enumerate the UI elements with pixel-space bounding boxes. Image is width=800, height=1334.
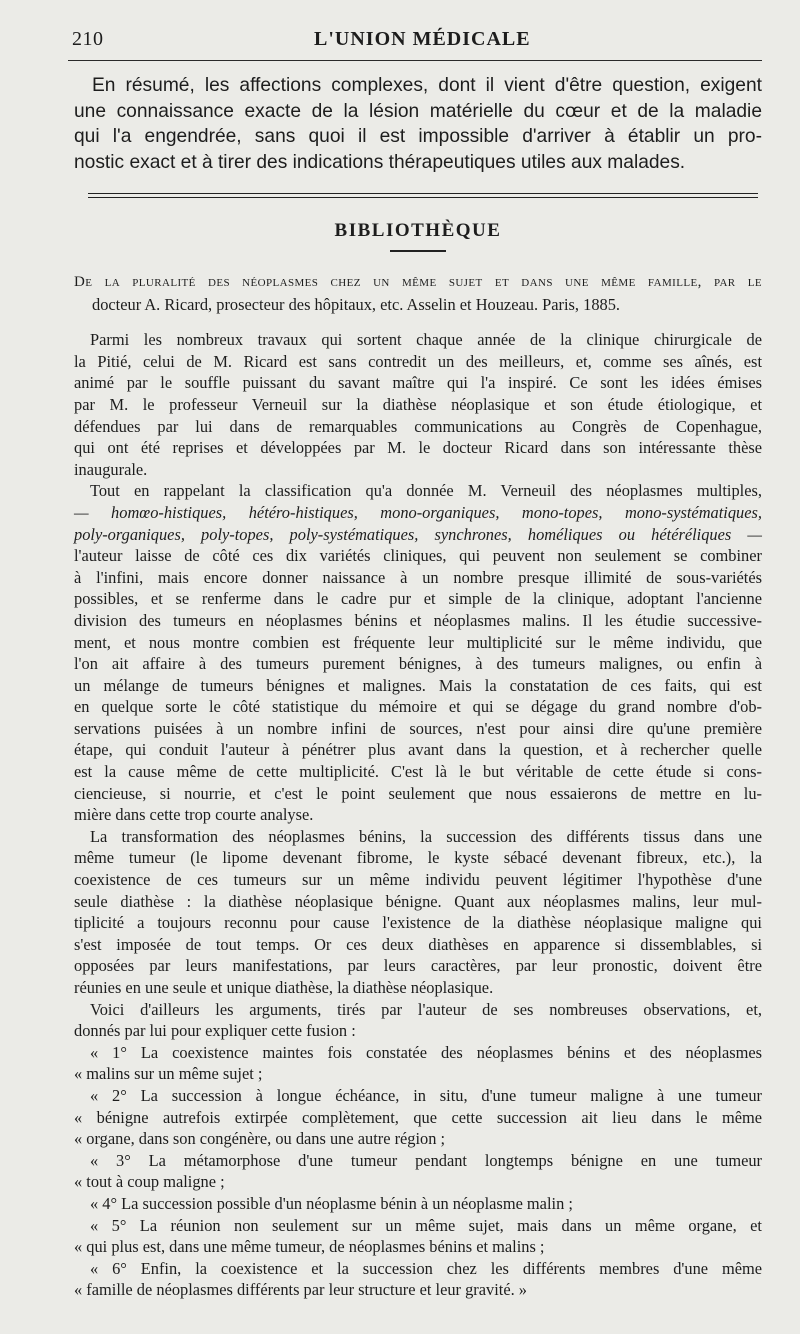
text-line: qui ont été reprises et développées par M. le docteur Ricard dans son intéressante thèse <box>74 438 762 458</box>
text-line: l'on ait affaire à des tumeurs purement bénignes, à des tumeurs malignes, ou enfin à <box>74 654 762 674</box>
text-line: Parmi les nombreux travaux qui sortent chaque année de la clinique chirurgicale de <box>90 330 762 350</box>
paragraph-classification <box>74 480 762 826</box>
paragraph-arguments-intro <box>74 999 762 1042</box>
summary-paragraph <box>74 73 762 175</box>
summary-line: En résumé, les affections complexes, dont il vient d'être question, exigent <box>92 75 762 96</box>
paragraph-intro <box>74 329 762 480</box>
section-title: BIBLIOTHÈQUE <box>334 220 502 241</box>
text-line: animé par le souffle puissant du savant maître qui l'a inspiré. Ce sont les idées émises <box>74 373 762 393</box>
argument-line: « 4° La succession possible d'un néoplasme bénin à un néoplasme malin ; <box>90 1193 573 1213</box>
text-line: tiplicité a toujours reconnu pour cause l'existence de la diathèse néoplasique maligne qui <box>74 913 762 933</box>
paragraph-diathesis <box>74 826 762 999</box>
text-line: possibles, et se renferme dans le cadre pur et simple de la clinique, adoptant l'ancienne <box>74 589 762 609</box>
summary-line: nostic exact et à tirer des indications thérapeutiques utiles aux malades. <box>74 151 686 173</box>
text-line: servations puisées à un nombre infini de sources, n'est pour ainsi dire qu'une première <box>74 718 762 738</box>
argument-line: « 3° La métamorphose d'une tumeur pendant longtemps bénigne en une tumeur <box>90 1150 762 1170</box>
argument-line: « 1° La coexistence maintes fois constatée des néoplasmes bénins et des néoplasmes <box>90 1042 762 1062</box>
text-line: coexistence de ces tumeurs sur un même individu peuvent légitimer l'hypothèse d'une <box>74 870 762 890</box>
argument-line: « famille de néoplasmes différents par leur structure et leur gravité. » <box>74 1280 527 1300</box>
argument-line: « bénigne autrefois extirpée complètement, que cette succession ait lieu dans le même <box>74 1107 762 1127</box>
section-divider <box>88 193 758 198</box>
text-line: réunies en une seule et unique diathèse, la diathèse néoplasique. <box>74 978 494 997</box>
text-line: est la cause même de cette multiplicité. C'est là le but véritable de cette étude si cons- <box>74 762 762 782</box>
page-number: 210 <box>72 28 104 50</box>
text-line: un mélange de tumeurs bénignes et malignes. Mais la constatation de ces faits, qui est <box>74 675 762 695</box>
text-line: Tout en rappelant la classification qu'a donnée M. Verneuil des néoplasmes multiples, <box>90 481 762 501</box>
text-line: s'est imposée de tout temps. Or ces deux diathèses en apparence si dissemblables, si <box>74 934 762 954</box>
argument-line: « 2° La succession à longue échéance, in situ, d'une tumeur maligne à une tumeur <box>90 1085 762 1105</box>
bib-title-line: De la pluralité des néoplasmes chez un même sujet et dans une même famille, par le <box>74 274 762 290</box>
argument-line: « tout à coup maligne ; <box>74 1172 225 1192</box>
text-line: opposées par leurs manifestations, par leurs caractères, par leur pronostic, doivent être <box>74 956 762 976</box>
header-rule <box>68 60 762 61</box>
text-line: ciencieuse, si nourrie, et c'est le point seulement que nous essaierons de mettre en lu- <box>74 783 762 803</box>
text-line: — homœo-histiques, hétéro-histiques, mono-organiques, mono-topes, mono-systématiques, <box>74 502 762 522</box>
text-line: mière dans cette trop courte analyse. <box>74 805 314 825</box>
text-line: ment, et nous montre combien est fréquente leur multiplicité sur le même individu, que <box>74 632 762 652</box>
running-header <box>74 24 762 58</box>
text-line: seule diathèse : la diathèse néoplasique bénigne. Quant aux néoplasmes malins, leur mul- <box>74 891 762 911</box>
text-line: par M. le professeur Verneuil sur la diathèse néoplasique et son étude étiologique, et <box>74 394 762 414</box>
text-line: poly-organiques, poly-topes, poly-systématiques, synchrones, homéliques ou hétéréliques — <box>74 524 762 544</box>
summary-line: qui l'a engendrée, sans quoi il est impossible d'arriver à établir un pro- <box>74 126 762 147</box>
argument-line: « 5° La réunion non seulement sur un même sujet, mais dans un même organe, et <box>90 1215 762 1235</box>
summary-line: une connaissance exacte de la lésion matérielle du cœur et de la maladie <box>74 100 762 122</box>
bibliographic-entry <box>74 272 762 315</box>
text-line: donnés par lui pour expliquer cette fusion : <box>74 1021 356 1041</box>
text-line: en quelque sorte le côté statistique du mémoire et qui se dégage du grand nombre d'ob- <box>74 697 762 717</box>
text-line: à l'infini, mais encore donner naissance à un nombre presque illimité de sous-variétés <box>74 567 762 587</box>
text-line: la Pitié, celui de M. Ricard est sans contredit un des meilleurs, et, comme ses aînés, est <box>74 351 762 371</box>
text-line: l'auteur laisse de côté ces dix variétés cliniques, qui peuvent non seulement se combiner <box>74 546 762 566</box>
argument-line: « qui plus est, dans une même tumeur, de néoplasmes bénins et malins ; <box>74 1237 545 1257</box>
bib-author-line: docteur A. Ricard, prosecteur des hôpitaux, etc. Asselin et Houzeau. Paris, 1885. <box>92 294 621 314</box>
text-line: division des tumeurs en néoplasmes bénins et néoplasmes malins. Il les étudie successive- <box>74 610 762 630</box>
text-line: défendues par lui dans de remarquables communications au Congrès de Copenhague, <box>74 416 762 436</box>
text-line: inaugurale. <box>74 459 148 479</box>
argument-line: « organe, dans son congénère, ou dans une autre région ; <box>74 1129 446 1149</box>
argument-line: « malins sur un même sujet ; <box>74 1064 263 1084</box>
text-line: Voici d'ailleurs les arguments, tirés par l'auteur de ses nombreuses observations, et, <box>90 999 762 1019</box>
arguments-list <box>74 1042 762 1301</box>
text-line: étape, qui conduit l'auteur à pénétrer plus avant dans la question, et à rechercher quelle <box>74 740 762 760</box>
text-line: La transformation des néoplasmes bénins, la succession des différents tissus dans une <box>90 826 762 846</box>
argument-line: « 6° Enfin, la coexistence et la succession chez les différents membres d'une même <box>90 1258 762 1278</box>
text-line: même tumeur (le lipome devenant fibrome, le kyste sébacé devenant fibreux, etc.), la <box>74 848 762 868</box>
journal-title: L'UNION MÉDICALE <box>314 28 531 50</box>
title-underline <box>390 250 446 252</box>
